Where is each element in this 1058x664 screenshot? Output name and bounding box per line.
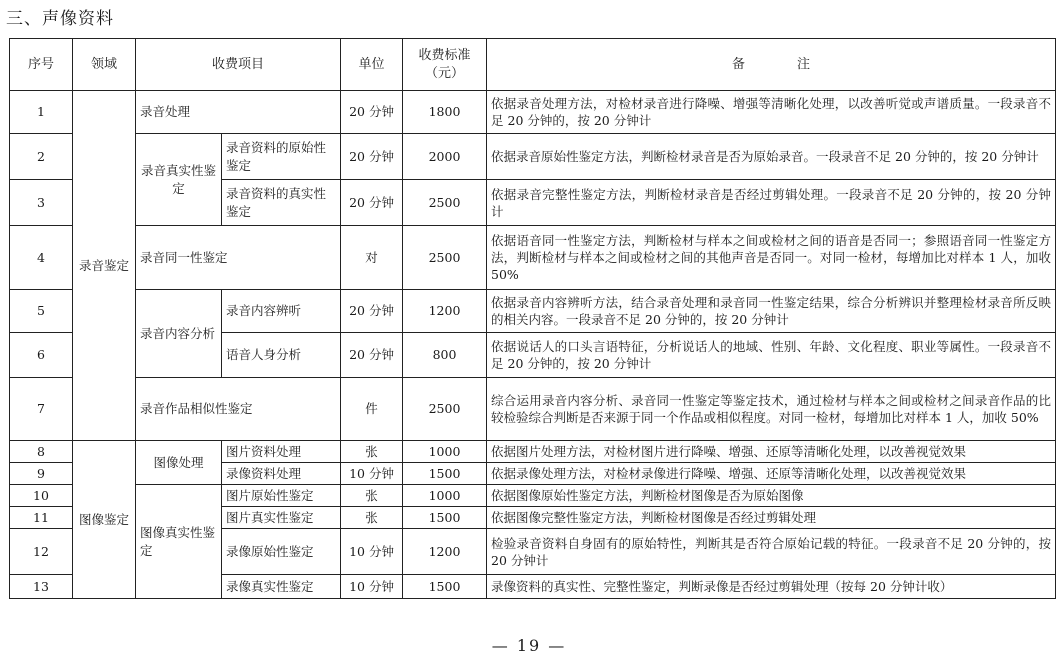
row-remark: 依据说话人的口头言语特征，分析说话人的地域、性别、年龄、文化程度、职业等属性。一段录音不足 20 分钟的，按 20 分钟计 (487, 333, 1056, 378)
header-remark: 备 注 (487, 39, 1056, 91)
header-fee-line2: （元） (425, 65, 465, 81)
header-item: 收费项目 (136, 39, 341, 91)
row-seq: 12 (10, 529, 73, 575)
row-unit: 20 分钟 (341, 91, 403, 134)
row-item: 图片原始性鉴定 (222, 485, 341, 507)
group-content: 录音内容分析 (136, 290, 222, 378)
row-unit: 10 分钟 (341, 463, 403, 485)
row-item: 图片资料处理 (222, 441, 341, 463)
row-remark: 依据录音内容辨听方法，结合录音处理和录音同一性鉴定结果，综合分析辨识并整理检材录音所反映的相关内容。一段录音不足 20 分钟的，按 20 分钟计 (487, 290, 1056, 333)
group-image-authenticity: 图像真实性鉴定 (136, 485, 222, 599)
row-unit: 件 (341, 378, 403, 441)
row-seq: 3 (10, 180, 73, 226)
row-seq: 2 (10, 134, 73, 180)
page-number: — 19 — (491, 636, 567, 655)
row-item: 录音资料的真实性鉴定 (222, 180, 341, 226)
row-remark: 依据录音处理方法，对检材录音进行降噪、增强等清晰化处理，以改善听觉或声谱质量。一段录音不足 20 分钟的，按 20 分钟计 (487, 91, 1056, 134)
section-title: 三、声像资料 (6, 9, 114, 29)
row-item: 录像原始性鉴定 (222, 529, 341, 575)
table-row (10, 485, 1056, 507)
fee-table (9, 38, 1056, 599)
row-unit: 20 分钟 (341, 180, 403, 226)
table-row (10, 378, 1056, 441)
domain-image: 图像鉴定 (73, 441, 136, 599)
row-remark: 依据录音原始性鉴定方法，判断检材录音是否为原始录音。一段录音不足 20 分钟的，按 20 分钟计 (487, 134, 1056, 180)
row-fee: 2500 (403, 378, 487, 441)
row-seq: 6 (10, 333, 73, 378)
row-seq: 10 (10, 485, 73, 507)
row-seq: 4 (10, 226, 73, 290)
row-seq: 13 (10, 575, 73, 599)
row-remark: 依据录音完整性鉴定方法，判断检材录音是否经过剪辑处理。一段录音不足 20 分钟的，按 20 分钟计 (487, 180, 1056, 226)
row-remark: 综合运用录音内容分析、录音同一性鉴定等鉴定技术，通过检材与样本之间或检材之间录音作品的比较检验综合判断是否来源于同一个作品或相似程度。对同一检材，每增加比对样本 1 人，加收 50% (487, 378, 1056, 441)
row-item: 录像资料处理 (222, 463, 341, 485)
row-unit: 张 (341, 441, 403, 463)
header-fee (403, 39, 487, 91)
row-unit: 20 分钟 (341, 333, 403, 378)
row-remark: 依据语音同一性鉴定方法，判断检材与样本之间或检材之间的语音是否同一；参照语音同一性鉴定方法，判断检材与样本之间或检材之间的其他声音是否同一。对同一检材，每增加比对样本 1 人，加收 50% (487, 226, 1056, 290)
row-item: 录像真实性鉴定 (222, 575, 341, 599)
row-remark: 检验录音资料自身固有的原始特性，判断其是否符合原始记载的特征。一段录音不足 20 分钟的，按 20 分钟计 (487, 529, 1056, 575)
row-fee: 2000 (403, 134, 487, 180)
table-row (10, 134, 1056, 180)
row-fee: 1500 (403, 507, 487, 529)
row-fee: 1200 (403, 529, 487, 575)
row-item: 录音作品相似性鉴定 (136, 378, 341, 441)
group-image-processing: 图像处理 (136, 441, 222, 485)
row-remark: 依据图像原始性鉴定方法，判断检材图像是否为原始图像 (487, 485, 1056, 507)
row-remark: 依据图片处理方法，对检材图片进行降噪、增强、还原等清晰化处理，以改善视觉效果 (487, 441, 1056, 463)
row-unit: 张 (341, 507, 403, 529)
row-fee: 1200 (403, 290, 487, 333)
row-fee: 2500 (403, 226, 487, 290)
row-item: 语音人身分析 (222, 333, 341, 378)
row-remark: 依据录像处理方法，对检材录像进行降噪、增强、还原等清晰化处理，以改善视觉效果 (487, 463, 1056, 485)
header-seq: 序号 (10, 39, 73, 91)
table-row (10, 290, 1056, 333)
row-fee: 1000 (403, 441, 487, 463)
table-row (10, 226, 1056, 290)
row-fee: 1000 (403, 485, 487, 507)
row-seq: 11 (10, 507, 73, 529)
domain-audio: 录音鉴定 (73, 91, 136, 441)
row-item: 录音处理 (136, 91, 341, 134)
row-unit: 20 分钟 (341, 290, 403, 333)
header-fee-line1: 收费标准 (418, 47, 471, 63)
row-unit: 20 分钟 (341, 134, 403, 180)
row-seq: 7 (10, 378, 73, 441)
row-seq: 1 (10, 91, 73, 134)
row-seq: 9 (10, 463, 73, 485)
row-item: 录音资料的原始性鉴定 (222, 134, 341, 180)
row-seq: 8 (10, 441, 73, 463)
header-domain: 领域 (73, 39, 136, 91)
header-row (10, 39, 1056, 91)
table-row (10, 441, 1056, 463)
row-unit: 对 (341, 226, 403, 290)
row-unit: 10 分钟 (341, 575, 403, 599)
row-item: 录音内容辨听 (222, 290, 341, 333)
table-row (10, 91, 1056, 134)
row-item: 图片真实性鉴定 (222, 507, 341, 529)
row-item: 录音同一性鉴定 (136, 226, 341, 290)
row-seq: 5 (10, 290, 73, 333)
row-fee: 1500 (403, 575, 487, 599)
row-remark: 录像资料的真实性、完整性鉴定，判断录像是否经过剪辑处理（按每 20 分钟计收） (487, 575, 1056, 599)
row-unit: 张 (341, 485, 403, 507)
row-remark: 依据图像完整性鉴定方法，判断检材图像是否经过剪辑处理 (487, 507, 1056, 529)
row-fee: 1800 (403, 91, 487, 134)
row-unit: 10 分钟 (341, 529, 403, 575)
row-fee: 2500 (403, 180, 487, 226)
group-authenticity: 录音真实性鉴定 (136, 134, 222, 226)
row-fee: 800 (403, 333, 487, 378)
row-fee: 1500 (403, 463, 487, 485)
header-unit: 单位 (341, 39, 403, 91)
